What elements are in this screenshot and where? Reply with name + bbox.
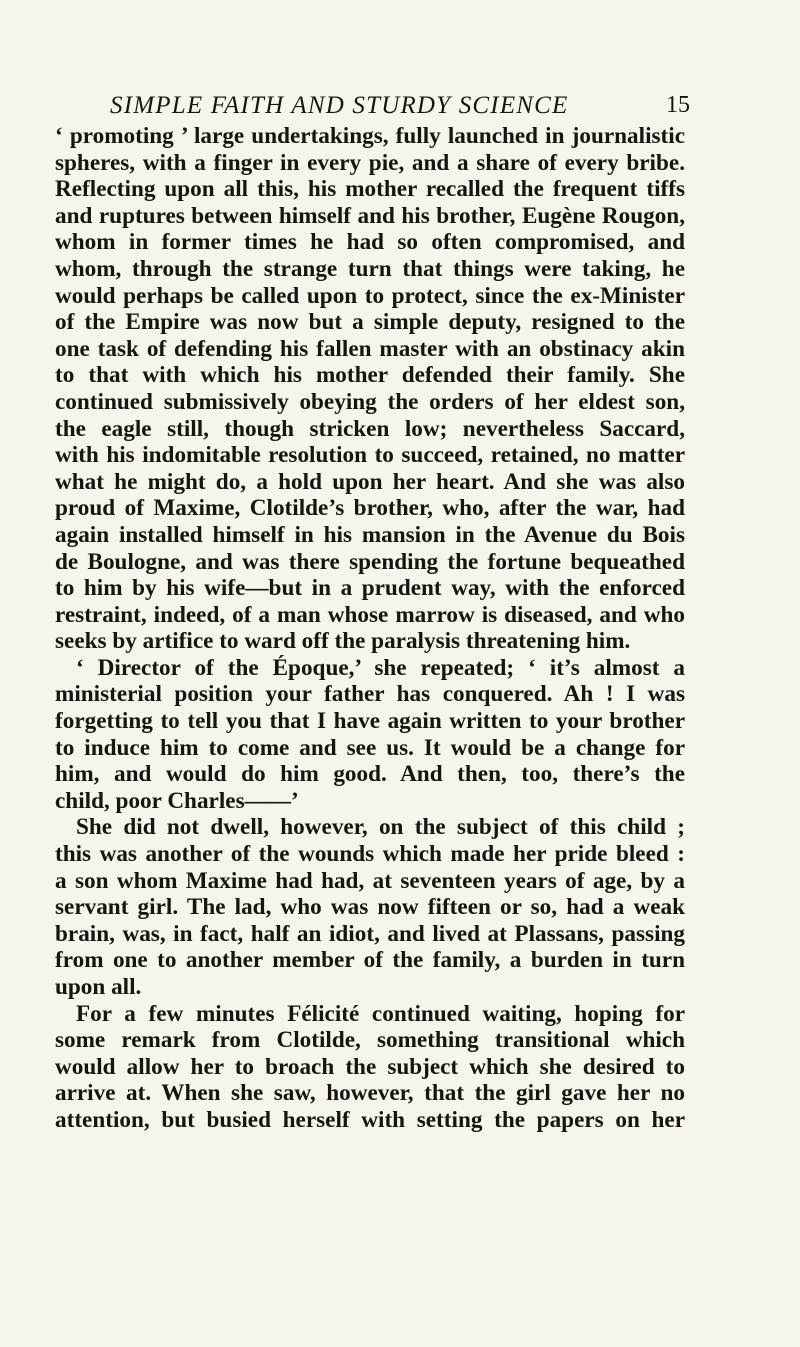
text-line: For a few minutes Félicité continued waiting, hoping for: [76, 1000, 685, 1027]
text-line: to that with which his mother defended their family. She: [55, 362, 685, 389]
paragraph: [55, 123, 685, 655]
text-line: ministerial position your father has conquered. Ah ! I was: [55, 681, 685, 708]
text-line: child, poor Charles——’: [55, 787, 299, 814]
text-line: of the Empire was now but a simple deputy, resigned to the: [55, 309, 685, 336]
text-line: Reflecting upon all this, his mother recalled the frequent tiffs: [55, 176, 685, 203]
text-line: servant girl. The lad, who was now fifteen or so, had a weak: [55, 894, 685, 921]
text-line: brain, was, in fact, half an idiot, and lived at Plassans, passing: [55, 920, 685, 947]
text-line: with his indomitable resolution to succeed, retained, no matter: [55, 442, 685, 469]
text-line: whom, through the strange turn that things were taking, he: [55, 255, 685, 282]
running-header: [110, 92, 690, 122]
text-line: some remark from Clotilde, something transitional which: [55, 1027, 685, 1054]
text-line: him, and would do him good. And then, too, there’s the: [55, 761, 685, 788]
text-line: restraint, indeed, of a man whose marrow is diseased, and who: [55, 601, 685, 628]
paragraph: [55, 1001, 685, 1134]
text-line: She did not dwell, however, on the subject of this child ;: [76, 814, 685, 841]
text-line: from one to another member of the family, a burden in turn: [55, 947, 685, 974]
text-line: one task of defending his fallen master with an obstinacy akin: [55, 335, 685, 362]
text-line: upon all.: [55, 974, 142, 1000]
running-title: SIMPLE FAITH AND STURDY SCIENCE: [110, 92, 569, 119]
text-line: a son whom Maxime had had, at seventeen years of age, by a: [55, 867, 685, 894]
text-line: spheres, with a finger in every pie, and a share of every bribe.: [55, 149, 685, 176]
body-text: [55, 123, 685, 1134]
text-line: ‘ Director of the Époque,’ she repeated; ‘ it’s almost a: [76, 654, 685, 681]
text-line: the eagle still, though stricken low; nevertheless Saccard,: [55, 415, 685, 442]
text-line: continued submissively obeying the orders of her eldest son,: [55, 388, 685, 415]
text-line: proud of Maxime, Clotilde’s brother, who, after the war, had: [55, 495, 685, 522]
text-line: to him by his wife—but in a prudent way, with the enforced: [55, 575, 685, 602]
paragraph: [55, 814, 685, 1000]
text-line: arrive at. When she saw, however, that the girl gave her no: [55, 1080, 685, 1107]
text-line: this was another of the wounds which made her pride bleed :: [55, 841, 685, 868]
page-number: 15: [666, 92, 690, 118]
text-line: forgetting to tell you that I have again written to your brother: [55, 708, 685, 735]
text-line: de Boulogne, and was there spending the fortune bequeathed: [55, 548, 685, 575]
text-line: ‘ promoting ’ large undertakings, fully launched in journalistic: [55, 123, 685, 149]
text-line: whom in former times he had so often compromised, and: [55, 229, 685, 256]
text-line: attention, but busied herself with setting the papers on her: [55, 1106, 685, 1133]
text-line: and ruptures between himself and his brother, Eugène Rougon,: [55, 202, 685, 229]
text-line: to induce him to come and see us. It would be a change for: [55, 734, 685, 761]
text-line: would allow her to broach the subject which she desired to: [55, 1053, 685, 1080]
text-line: would perhaps be called upon to protect, since the ex-Minister: [55, 282, 685, 309]
text-line: seeks by artifice to ward off the paralysis threatening him.: [55, 628, 631, 655]
text-line: what he might do, a hold upon her heart. And she was also: [55, 468, 685, 495]
paragraph: [55, 655, 685, 815]
text-line: again installed himself in his mansion in the Avenue du Bois: [55, 521, 685, 548]
